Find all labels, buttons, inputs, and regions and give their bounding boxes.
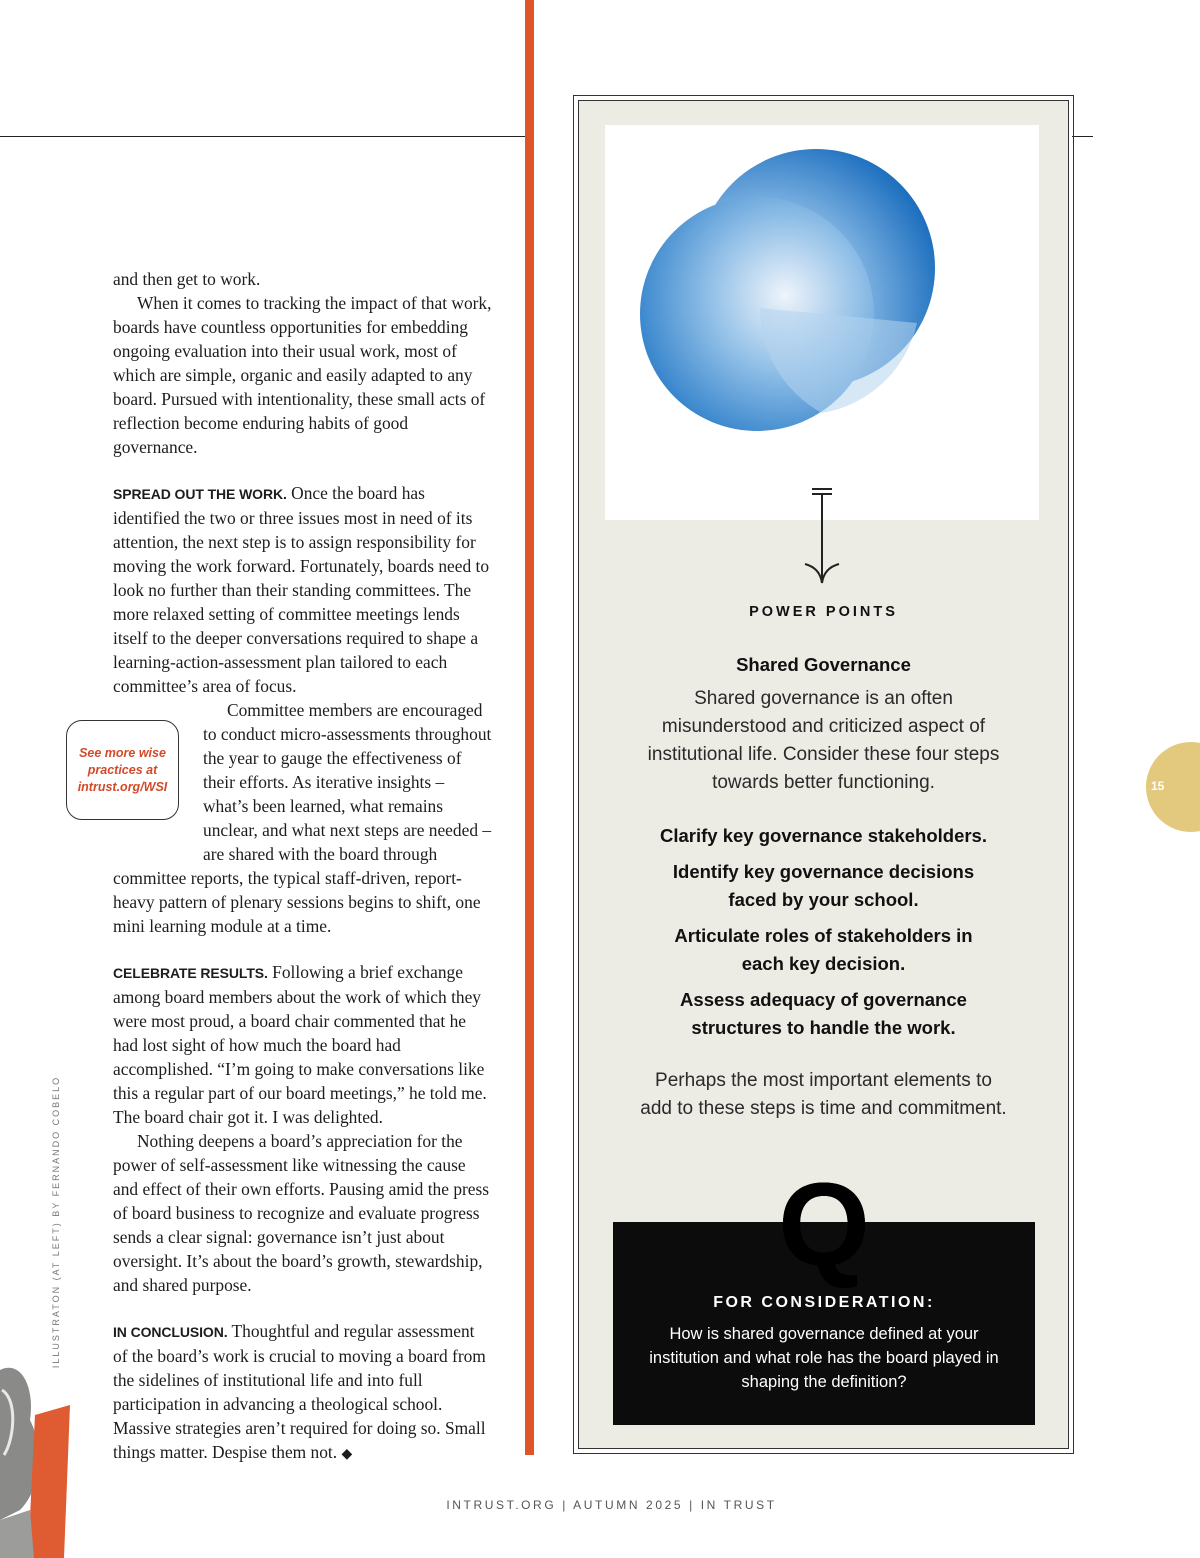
step-item: Clarify key governance stakeholders. (660, 825, 987, 846)
down-arrow-icon (800, 486, 844, 586)
runin-heading-spread: SPREAD OUT THE WORK. (113, 486, 287, 502)
shared-governance-description: Shared governance is an often misunderstood and criticized aspect of institutional life. Consider these four steps towards better functioning. (647, 688, 1000, 793)
steps-list (600, 822, 1047, 1050)
for-consideration-heading: FOR CONSIDERATION: (713, 1294, 935, 1311)
closing-note: Perhaps the most important elements to add to these steps is time and commitment. (640, 1070, 1007, 1119)
paragraph-committee: Committee members are encouraged to conduct micro-assessments throughout the year to gauge the effectiveness of their efforts. As iterative insights – what’s been learned, what remains unclear, and what next steps are needed – are shared with the board through committee reports, the typical staff-driven, report-heavy pattern of plenary sessions begins to shift, one mini learning module at a time. (113, 700, 492, 936)
section-celebrate (113, 960, 493, 1129)
q-letter-icon (613, 1160, 1035, 1290)
callout-text: See more wise practices at intrust.org/WSI (77, 745, 168, 794)
top-rule (0, 136, 528, 137)
article-body (113, 267, 493, 1466)
page-footer: INTRUST.ORG | AUTUMN 2025 | IN TRUST (446, 1498, 777, 1512)
shared-governance-title: Shared Governance (736, 654, 911, 675)
step-item: Identify key governance decisions faced by your school. (672, 861, 975, 910)
q-glyph: Q (778, 1159, 870, 1291)
power-points-heading: POWER POINTS (749, 604, 898, 620)
runin-heading-celebrate: CELEBRATE RESULTS. (113, 965, 268, 981)
illustration-credit: ILLUSTRATON (AT LEFT) BY FERNANDO COBELO (51, 1075, 61, 1369)
step-item: Articulate roles of stakeholders in each key decision. (674, 925, 973, 974)
collage-illustration-fragment (0, 1360, 80, 1558)
conclusion-text: Thoughtful and regular assessment of the board’s work is crucial to moving a board from the sidelines of institutional life and into full participation in advancing a theological school. Massive strategies aren’t required for doing so. Small things matter. Despise them not. (113, 1321, 486, 1462)
for-consideration-question: How is shared governance defined at your institution and what role has the board played in shaping the definition? (649, 1325, 999, 1391)
circles-icon (605, 125, 1039, 520)
runin-heading-conclusion: IN CONCLUSION. (113, 1324, 228, 1340)
end-mark-icon: ◆ (341, 1446, 353, 1462)
web-link-callout[interactable] (66, 720, 179, 820)
page-number: 15 (1151, 779, 1165, 793)
top-rule-right (1072, 136, 1093, 137)
column-divider-bar (525, 0, 534, 1455)
overlapping-circles-illustration (605, 125, 1039, 520)
section-spread-out (113, 481, 493, 698)
paragraph-deepens: Nothing deepens a board’s appreciation for the power of self-assessment like witnessing the cause and effect of their own efforts. Pausing amid the press of board business to recognize and evaluate progress sends a clear signal: governance isn’t just about oversight. It’s about the board’s growth, stewardship, and shared purpose. (113, 1131, 490, 1295)
paragraph-intro: and then get to work. (113, 269, 261, 289)
section-conclusion (113, 1319, 493, 1466)
spread-text: Once the board has identified the two or three issues most in need of its attention, the next step is to assign responsibility for moving the work forward. Fortunately, boards need to look no further than their standing committees. The more relaxed setting of committee meetings lends itself to the deeper conversations required to shape a learning-action-assessment plan tailored to each committee’s area of focus. (113, 483, 490, 696)
paragraph-tracking: When it comes to tracking the impact of that work, boards have countless opportunities for embedding ongoing evaluation into their usual work, most of which are simple, organic and easily adapted to any board. Pursued with intentionality, these small acts of reflection become enduring habits of good governance. (113, 293, 492, 457)
celebrate-text: Following a brief exchange among board members about the work of which they were most proud, a board chair commented that he had lost sight of how much the board had accomplished. “I’m going to make conversations like this a regular part of our board meetings,” he told me. The board chair got it. I was delighted. (113, 962, 487, 1127)
step-item: Assess adequacy of governance structures to handle the work. (680, 989, 967, 1038)
